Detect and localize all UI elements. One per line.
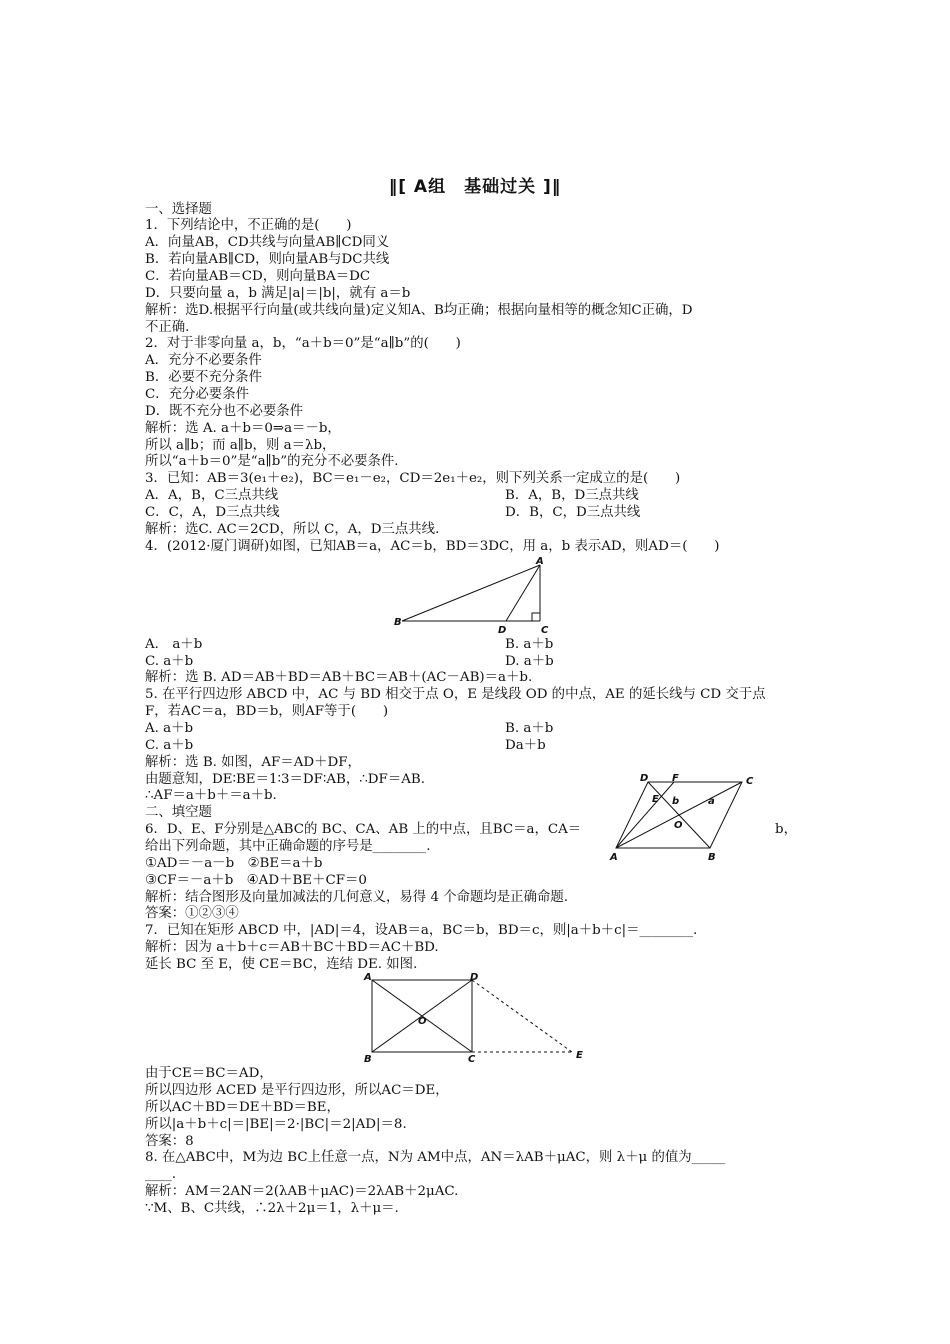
solution-text: 解析：选 B. 如图，AF＝AD＋DF， xyxy=(145,755,361,770)
option-text: B．必要不充分条件 xyxy=(145,370,262,385)
question-text: 6．D、E、F分别是△ABC的 BC、CA、AB 上的中点，且BC＝a，CA＝ xyxy=(145,822,582,837)
point-label: A xyxy=(610,852,618,862)
option-text: C．C，A，D三点共线 xyxy=(145,505,280,520)
solution-text: 延长 BC 至 E，使 CE＝BC，连结 DE. 如图. xyxy=(145,957,418,972)
triangle-figure xyxy=(390,555,560,637)
solution-text: 解析：因为 a＋b＋c＝AB＋BC＋BD＝AC＋BD. xyxy=(145,940,439,955)
solution-text: 解析：选C. AC＝2CD，所以 C，A，D三点共线. xyxy=(145,522,440,537)
point-label: E xyxy=(576,1050,583,1061)
point-label: A xyxy=(364,972,372,983)
point-label: C xyxy=(468,1054,476,1064)
option-text: A．充分不必要条件 xyxy=(145,353,262,368)
option-text: D．B，C，D三点共线 xyxy=(505,505,641,520)
point-label: F xyxy=(672,773,679,784)
option-text: C．充分必要条件 xyxy=(145,387,249,402)
option-text: C. a＋b xyxy=(145,738,194,753)
point-label: A xyxy=(536,556,544,567)
question-text: 1．下列结论中，不正确的是( ) xyxy=(145,218,352,233)
option-text: C．若向量AB＝CD，则向量BA＝DC xyxy=(145,269,371,284)
solution-text: 所以四边形 ACED 是平行四边形，所以AC＝DE， xyxy=(145,1083,449,1098)
point-label: D xyxy=(498,625,507,636)
question-text: 2．对于非零向量 a，b，“a＋b＝0”是“a∥b”的( ) xyxy=(145,336,461,351)
solution-text: 不正确. xyxy=(145,320,190,335)
option-text: A. a＋b xyxy=(145,721,194,736)
question-text: 7．已知在矩形 ABCD 中，|AD|＝4，设AB＝a，BC＝b，BD＝c，则|a＋b＋c|＝________. xyxy=(145,923,698,938)
solution-text: 由于CE＝BC＝AD， xyxy=(145,1066,273,1081)
option-text: A．A，B，C三点共线 xyxy=(145,488,279,503)
point-label: C xyxy=(746,776,754,787)
question-text: ____. xyxy=(145,1167,177,1182)
option-text: A． a＋b xyxy=(145,637,203,652)
point-label: B xyxy=(708,852,716,862)
option-text: ①AD＝－a－b ②BE＝a＋b xyxy=(145,856,323,871)
point-label: B xyxy=(364,1054,372,1064)
answer-text: 答案：①②③④ xyxy=(145,906,239,921)
point-label: E xyxy=(652,794,659,805)
point-label: B xyxy=(394,617,402,628)
option-text: B. a＋b xyxy=(505,721,554,736)
point-label: O xyxy=(674,820,683,831)
option-text: D．只要向量 a，b 满足|a|＝|b|，就有 a＝b xyxy=(145,286,411,301)
section-heading: 二、填空题 xyxy=(145,805,212,820)
vector-label: b xyxy=(672,796,680,807)
vector-label: a xyxy=(708,796,715,807)
solution-text: 解析：选D.根据平行向量(或共线向量)定义知A、B均正确；根据向量相等的概念知C正确，D xyxy=(145,303,693,318)
question-text: 4．(2012·厦门调研)如图，已知AB＝a，AC＝b，BD＝3DC，用 a，b 表示AD，则AD＝( ) xyxy=(145,539,720,554)
solution-text: 由题意知，DE∶BE＝1∶3＝DF∶AB，∴DF＝AB. xyxy=(145,772,425,787)
option-text: A．向量AB，CD共线与向量AB∥CD同义 xyxy=(145,235,390,250)
option-text: B. a＋b xyxy=(505,637,554,652)
point-label: O xyxy=(418,1016,427,1027)
parallelogram-figure xyxy=(602,770,762,862)
option-text: C. a＋b xyxy=(145,654,194,669)
point-label: D xyxy=(470,972,479,983)
answer-text: 答案：8 xyxy=(145,1134,194,1149)
option-text: B．若向量AB∥CD，则向量AB与DC共线 xyxy=(145,252,390,267)
solution-text: 解析：选 B. AD＝AB＋BD＝AB＋BC＝AB＋(AC－AB)＝a＋b. xyxy=(145,670,533,685)
solution-text: 解析：选 A. a＋b＝0⇒a＝－b， xyxy=(145,421,341,436)
solution-text: 解析：结合图形及向量加减法的几何意义，易得 4 个命题均是正确命题. xyxy=(145,890,569,905)
solution-text: 所以 a∥b；而 a∥b，则 a＝λb， xyxy=(145,438,336,453)
question-text: 3．已知：AB＝3(e₁＋e₂)，BC＝e₁－e₂，CD＝2e₁＋e₂，则下列关系一定成立的是( ) xyxy=(145,471,681,486)
option-text: ③CF＝－a＋b ④AD＋BE＋CF＝0 xyxy=(145,873,367,888)
section-heading: 一、选择题 xyxy=(145,202,212,217)
question-text: 给出下列命题，其中正确命题的序号是________. xyxy=(145,839,431,854)
solution-text: ∴AF＝a＋b＋＝a＋b. xyxy=(145,788,277,803)
point-label: D xyxy=(640,773,649,784)
point-label: C xyxy=(541,625,549,636)
question-text: b， xyxy=(775,822,797,837)
option-text: D. a＋b xyxy=(505,654,554,669)
solution-text: 所以“a＋b＝0”是“a∥b”的充分不必要条件. xyxy=(145,454,399,469)
option-text: Da＋b xyxy=(505,738,546,753)
solution-text: ∵M、B、C共线，∴2λ＋2μ＝1，λ＋μ＝. xyxy=(145,1201,399,1216)
solution-text: 所以|a＋b＋c|＝|BE|＝2·|BC|＝2|AD|＝8. xyxy=(145,1117,407,1132)
rectangle-figure xyxy=(360,972,592,1064)
question-text: F，若AC＝a，BD＝b，则AF等于( ) xyxy=(145,704,389,719)
question-text: 5. 在平行四边形 ABCD 中，AC 与 BD 相交于点 O，E 是线段 OD 的中点，AE 的延长线与 CD 交于点 xyxy=(145,687,766,702)
page-title: ‖[ A组 基础过关 ]‖ xyxy=(388,177,562,197)
solution-text: 解析：AM＝2AN＝2(λAB＋μAC)＝2λAB＋2μAC. xyxy=(145,1184,459,1199)
question-text: 8. 在△ABC中，M为边 BC上任意一点，N为 AM中点，AN＝λAB＋μAC，则 λ＋μ 的值为_____ xyxy=(145,1150,726,1165)
option-text: D．既不充分也不必要条件 xyxy=(145,404,304,419)
option-text: B．A，B，D三点共线 xyxy=(505,488,639,503)
solution-text: 所以AC＋BD＝DE＋BD＝BE， xyxy=(145,1100,340,1115)
